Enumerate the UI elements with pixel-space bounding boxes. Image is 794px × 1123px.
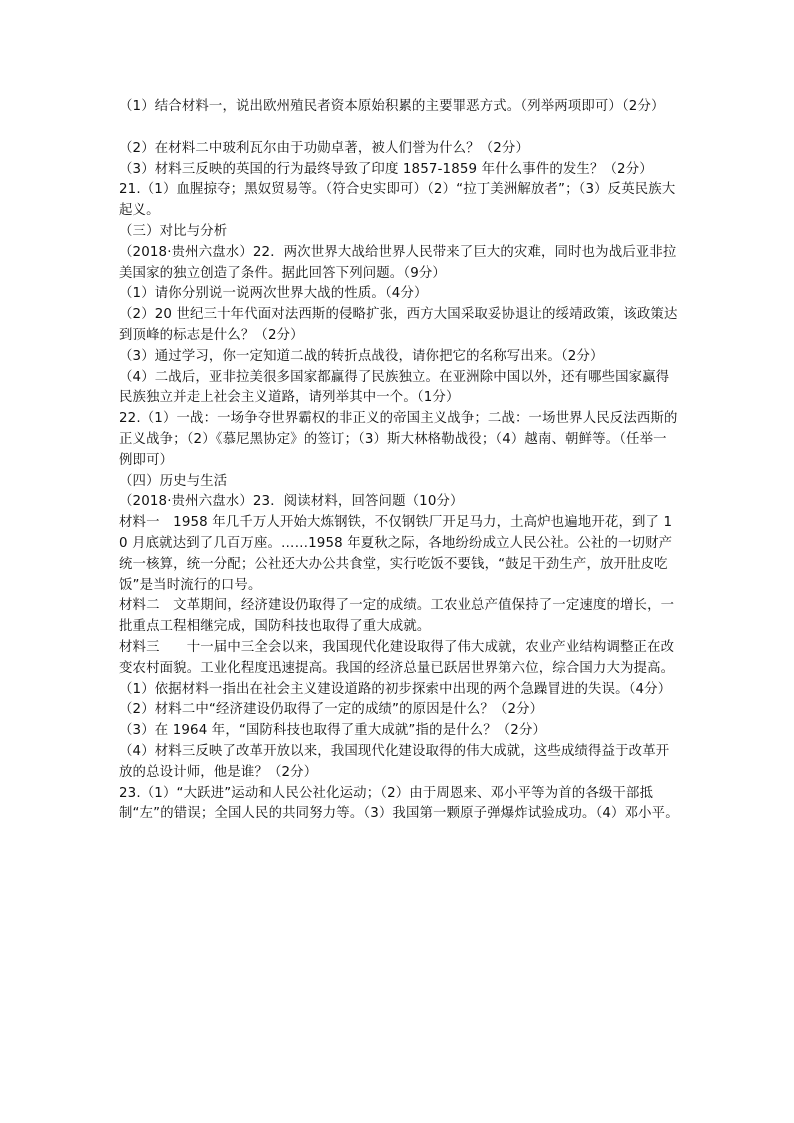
question-22-part-2: （2）20 世纪三十年代面对法西斯的侵略扩张，西方大国采取妥协退让的绥靖政策，该政策达到顶峰的标志是什么？（2分） [119,307,678,343]
question-22-part-4: （4）二战后，亚非拉美很多国家都赢得了民族独立。在亚洲除中国以外，还有哪些国家赢得民族独立并走上社会主义道路，请列举其中一个。（1分） [119,369,670,406]
question-23-stem: （2018·贵州六盘水）23．阅读材料，回答问题（10分） [119,494,464,510]
question-22-part-3: （3）通过学习，你一定知道二战的转折点战役，请你把它的名称写出来。（2分） [119,348,604,364]
material-2: 材料二 文革期间，经济建设仍取得了一定的成绩。工农业总产值保持了一定速度的增长，一批重点工程相继完成，国防科技也取得了重大成就。 [119,598,675,635]
material-1: 材料一 1958 年几千万人开始大炼钢铁，不仅钢铁厂开足马力，土高炉也遍地开花，到了 10 月底就达到了几百万座。……1958 年夏秋之际，各地纷纷成立人民公社。公社的一切财产统一核算，统一分配；公社还大办公共食堂，实行吃饭不要钱，“鼓足干劲生产，放开肚皮吃饭”是当时流行的口号。 [119,515,673,593]
question-23-part-1: （1）依据材料一指出在社会主义建设道路的初步探索中出现的两个急躁冒进的失误。（4分） [119,681,672,697]
material-3: 材料三 十一届中三全会以来，我国现代化建设取得了伟大成就，农业产业结构调整正在改变农村面貌。工业化程度迅速提高。我国的经济总量已跃居世界第六位，综合国力大为提高。 [119,639,675,676]
answer-21: 21.（1）血腥掠夺；黑奴贸易等。（符合史实即可）（2）“拉丁美洲解放者”；（3）反英民族大起义。 [119,182,676,219]
question-21-part-3: （3）材料三反映的英国的行为最终导致了印度 1857-1859 年什么事件的发生？（2分） [119,161,653,177]
question-21-part-2: （2）在材料二中玻利瓦尔由于功勋卓著，被人们誉为什么？（2分） [119,140,530,156]
section-heading-compare: （三）对比与分析 [119,223,228,239]
question-23-part-3: （3）在 1964 年，“国防科技也取得了重大成就”指的是什么？（2分） [119,723,547,739]
question-23-part-4: （4）材料三反映了改革开放以来，我国现代化建设取得的伟大成就，这些成绩得益于改革开放的总设计师，他是谁？（2分） [119,743,670,780]
answer-23: 23.（1）“大跃进”运动和人民公社化运动；（2）由于周恩来、邓小平等为首的各级干部抵制“左”的错误；全国人民的共同努力等。（3）我国第一颗原子弹爆炸试验成功。（4）邓小平。 [119,785,679,822]
question-22-part-1: （1）请你分别说一说两次世界大战的性质。（4分） [119,286,428,302]
question-22-stem: （2018·贵州六盘水）22．两次世界大战给世界人民带来了巨大的灾难，同时也为战后亚非拉美国家的独立创造了条件。据此回答下列问题。（9分） [119,244,677,281]
section-heading-life: （四）历史与生活 [119,473,228,489]
answer-22: 22.（1）一战：一场争夺世界霸权的非正义的帝国主义战争；二战：一场世界人民反法西斯的正义战争；（2）《慕尼黑协定》的签订；（3）斯大林格勒战役；（4）越南、朝鲜等。（任举一例即可） [119,411,678,468]
question-23-part-2: （2）材料二中“经济建设仍取得了一定的成绩”的原因是什么？（2分） [119,702,544,718]
question-21-part-1: （1）结合材料一，说出欧州殖民者资本原始积累的主要罪恶方式。（列举两项即可）（2分） [119,99,665,114]
document-body [119,97,679,825]
